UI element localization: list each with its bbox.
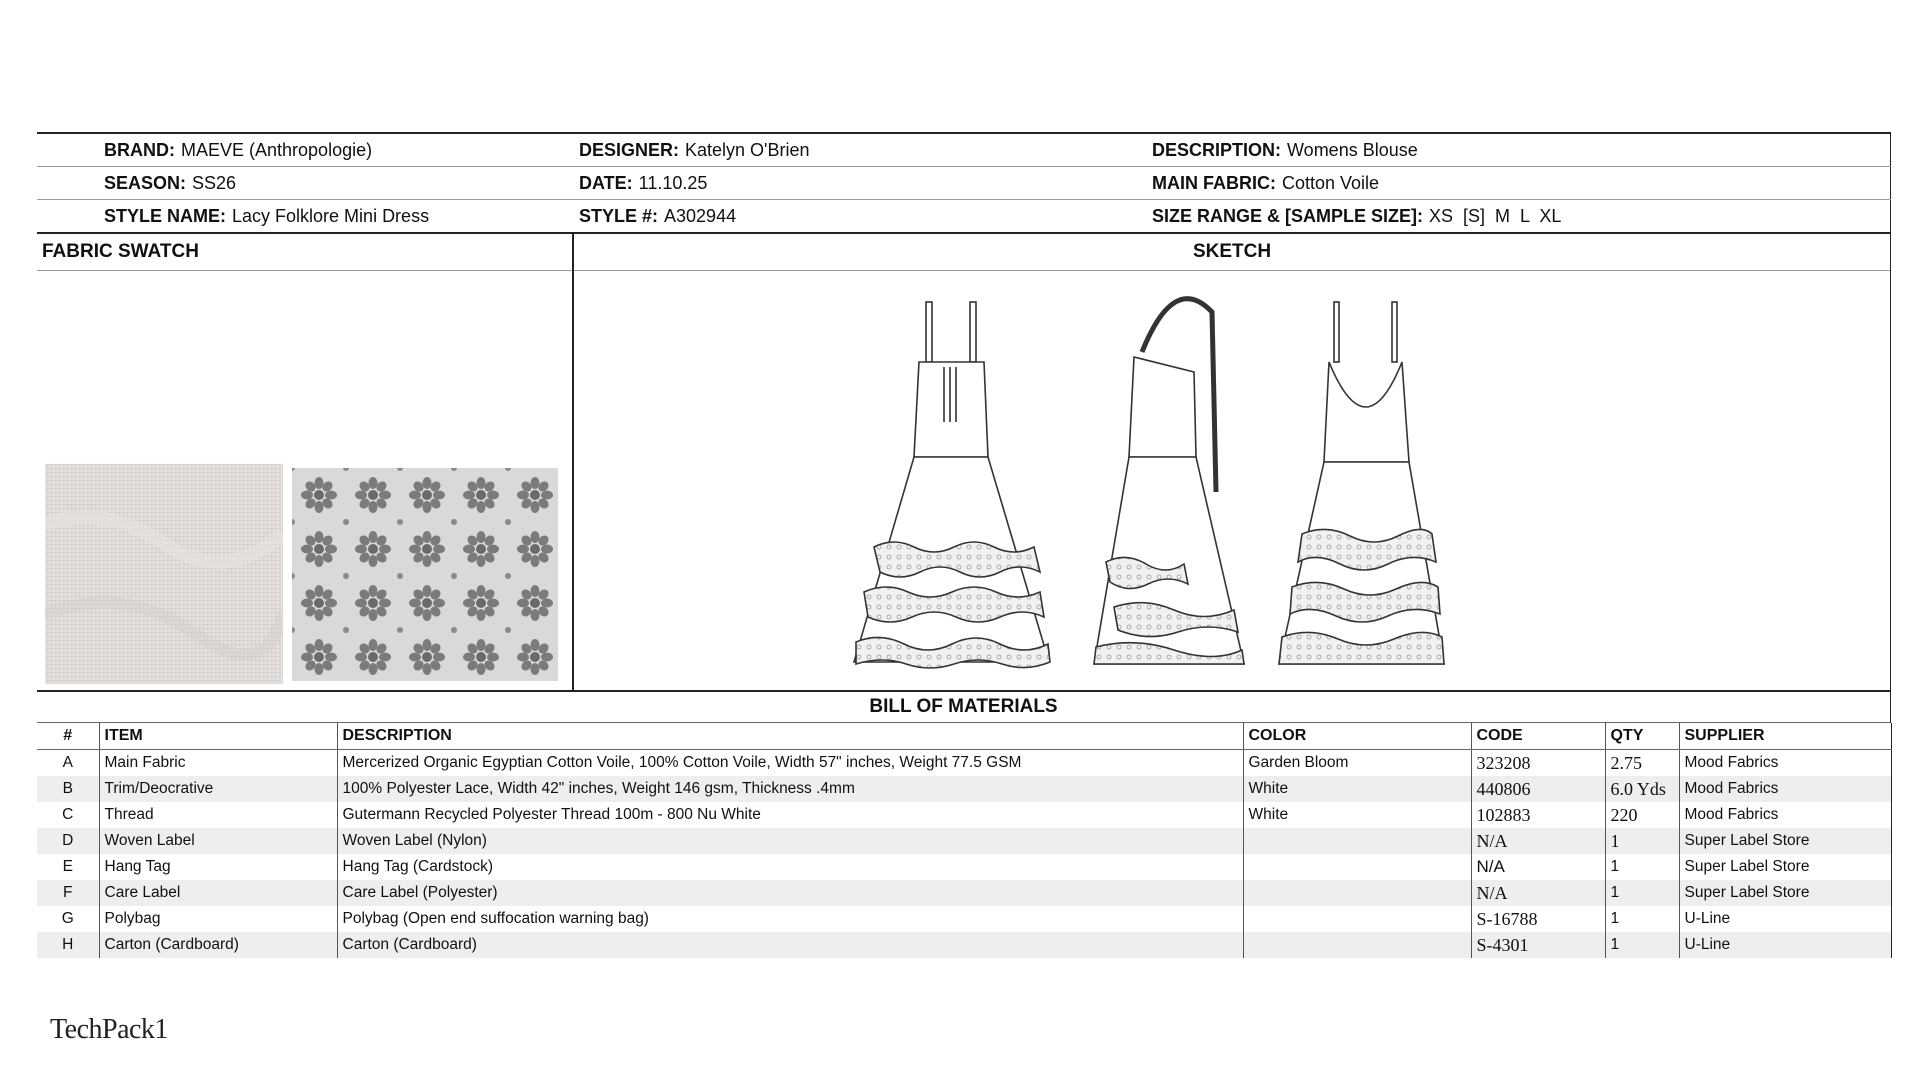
eyelet-lace-swatch: [292, 468, 558, 681]
header-row-1: [37, 132, 1891, 167]
sketch-heading: SKETCH: [574, 234, 1890, 271]
footer-brand: TechPack1: [50, 1014, 168, 1045]
back-view-sketch: [1279, 302, 1444, 664]
table-row: F Care Label Care Label (Polyester) N/A 1 Super Label Store: [37, 880, 1891, 906]
front-view-sketch: [854, 302, 1050, 668]
col-qty: QTY: [1605, 723, 1679, 750]
table-row: C Thread Gutermann Recycled Polyester Thread 100m - 800 Nu White White 102883 220 Mood Fabrics: [37, 802, 1891, 828]
table-row: B Trim/Deocrative 100% Polyester Lace, Width 42" inches, Weight 146 gsm, Thickness .4mm White 440806 6.0 Yds Mood Fabrics: [37, 776, 1891, 802]
designer-field: DESIGNER: Katelyn O'Brien: [579, 140, 810, 160]
col-item: ITEM: [99, 723, 337, 750]
style-name-field: STYLE NAME: Lacy Folklore Mini Dress: [104, 206, 430, 226]
header-row-3: [37, 200, 1891, 232]
table-row: G Polybag Polybag (Open end suffocation warning bag) S-16788 1 U-Line: [37, 906, 1891, 932]
season-field: SEASON: SS26: [104, 173, 237, 193]
col-code: CODE: [1471, 723, 1605, 750]
col-color: COLOR: [1243, 723, 1471, 750]
table-row: H Carton (Cardboard) Carton (Cardboard) S-4301 1 U-Line: [37, 932, 1891, 958]
size-range-field: SIZE RANGE & [SAMPLE SIZE]: XS [S] M L XL: [1152, 206, 1562, 226]
fabric-swatch-heading: FABRIC SWATCH: [37, 234, 572, 271]
voile-fabric-swatch: [45, 464, 283, 684]
bom-heading: BILL OF MATERIALS: [37, 692, 1891, 723]
swatch-sketch-panel: [37, 232, 1891, 692]
style-number-field: STYLE #: A302944: [579, 206, 737, 226]
dress-flat-sketches: [574, 272, 1888, 688]
table-row: D Woven Label Woven Label (Nylon) N/A 1 Super Label Store: [37, 828, 1891, 854]
col-description: DESCRIPTION: [337, 723, 1243, 750]
table-row: E Hang Tag Hang Tag (Cardstock) N/A 1 Super Label Store: [37, 854, 1891, 880]
header-row-2: [37, 167, 1891, 200]
bom-header-row: [37, 723, 1891, 750]
description-field: DESCRIPTION: Womens Blouse: [1152, 140, 1418, 160]
side-view-sketch: [1094, 299, 1244, 664]
brand-field: BRAND: MAEVE (Anthropologie): [104, 140, 373, 160]
col-supplier: SUPPLIER: [1679, 723, 1891, 750]
main-fabric-field: MAIN FABRIC: Cotton Voile: [1152, 173, 1380, 193]
col-number: #: [37, 723, 99, 750]
bill-of-materials-table: [37, 723, 1892, 958]
tech-pack-sheet: [37, 132, 1891, 958]
table-row: A Main Fabric Mercerized Organic Egyptian Cotton Voile, 100% Cotton Voile, Width 57" inches, Weight 77.5 GSM Garden Bloom 323208 2.75 Mood Fabrics: [37, 750, 1891, 777]
date-field: DATE: 11.10.25: [579, 173, 708, 193]
